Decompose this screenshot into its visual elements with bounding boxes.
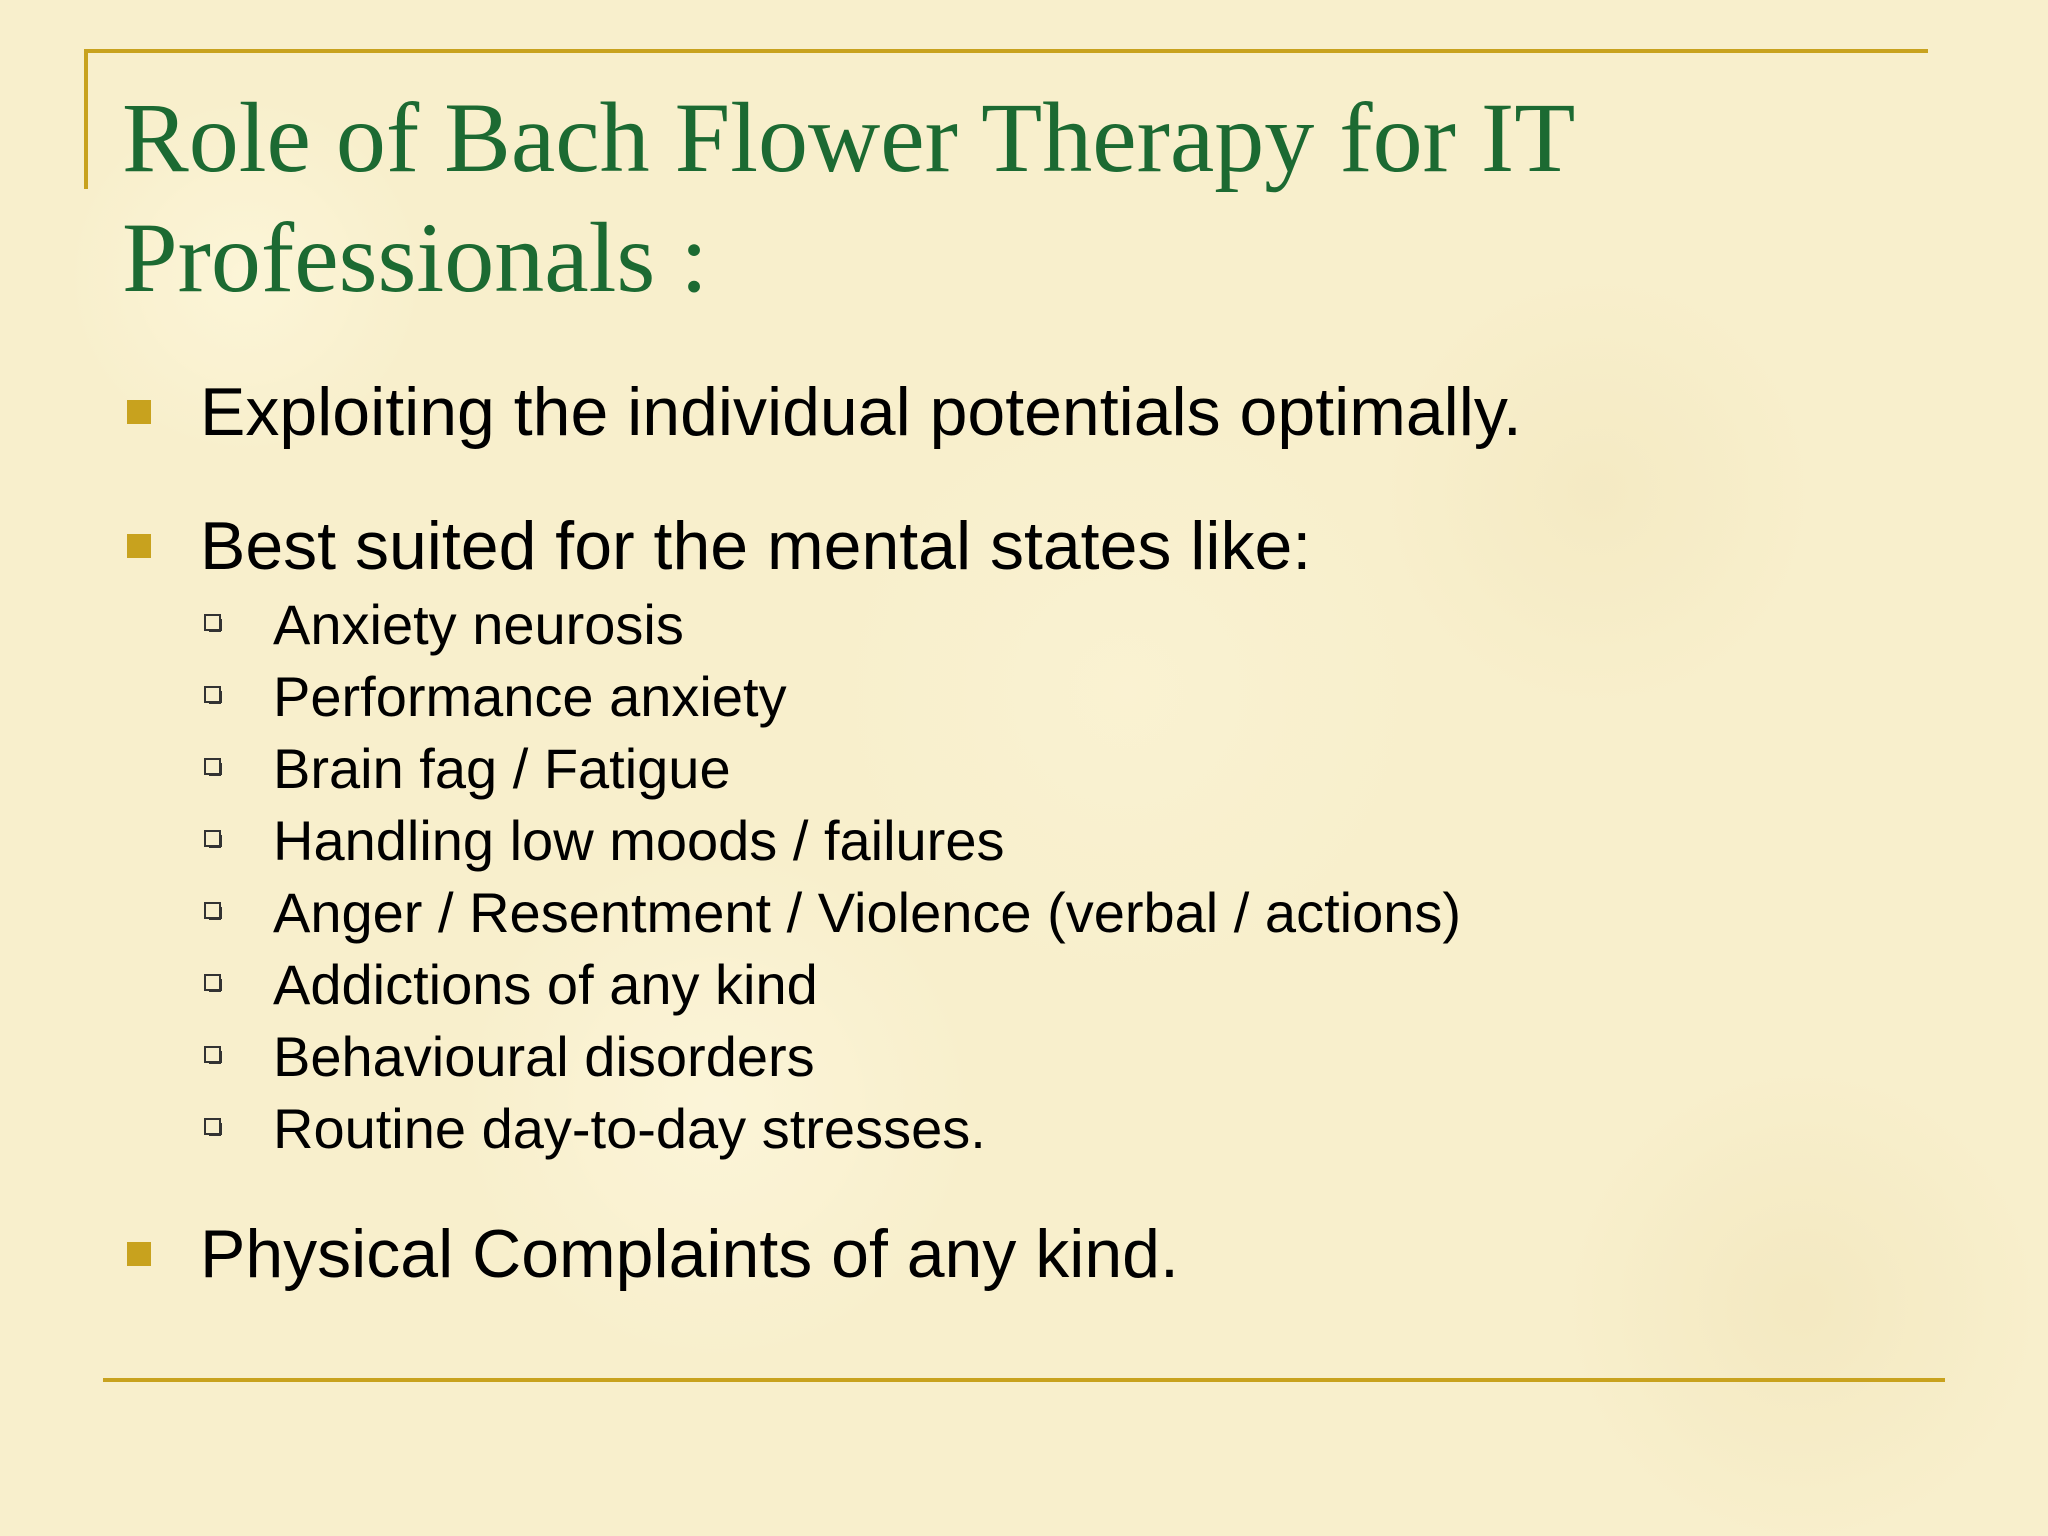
sub-list-item	[0, 878, 2048, 948]
bottom-rule	[103, 1378, 1945, 1382]
sub-list-item	[0, 1094, 2048, 1164]
hollow-square-bullet-icon	[204, 758, 221, 775]
hollow-square-bullet-icon	[204, 1118, 221, 1135]
sub-list-text: Handling low moods / failures	[273, 809, 1005, 872]
sub-list-text: Routine day-to-day stresses.	[273, 1097, 986, 1160]
hollow-square-bullet-icon	[204, 1046, 221, 1063]
sub-list-item	[0, 950, 2048, 1020]
sub-list-item	[0, 590, 2048, 660]
sub-list-text: Behavioural disorders	[273, 1025, 815, 1088]
sub-list-item	[0, 1022, 2048, 1092]
sub-list-item	[0, 662, 2048, 732]
sub-list-text: Addictions of any kind	[273, 953, 818, 1016]
square-bullet-icon	[127, 534, 151, 558]
sub-list-text: Anger / Resentment / Violence (verbal / actions)	[273, 881, 1462, 944]
square-bullet-icon	[127, 1242, 151, 1266]
sub-list-text: Brain fag / Fatigue	[273, 737, 731, 800]
slide-title-line-1: Role of Bach Flower Therapy for IT	[122, 82, 1576, 193]
slide-title-line-2: Professionals :	[122, 202, 709, 313]
hollow-square-bullet-icon	[204, 686, 221, 703]
bullet-text: Best suited for the mental states like:	[200, 508, 1312, 584]
hollow-square-bullet-icon	[204, 902, 221, 919]
square-bullet-icon	[127, 400, 151, 424]
sub-list-item	[0, 806, 2048, 876]
hollow-square-bullet-icon	[204, 830, 221, 847]
sub-list-text: Performance anxiety	[273, 665, 787, 728]
hollow-square-bullet-icon	[204, 974, 221, 991]
sub-list-item	[0, 734, 2048, 804]
bullet-text: Physical Complaints of any kind.	[200, 1216, 1179, 1292]
bullet-text: Exploiting the individual potentials optimally.	[200, 374, 1522, 450]
sub-list-text: Anxiety neurosis	[273, 593, 684, 656]
hollow-square-bullet-icon	[204, 614, 221, 631]
